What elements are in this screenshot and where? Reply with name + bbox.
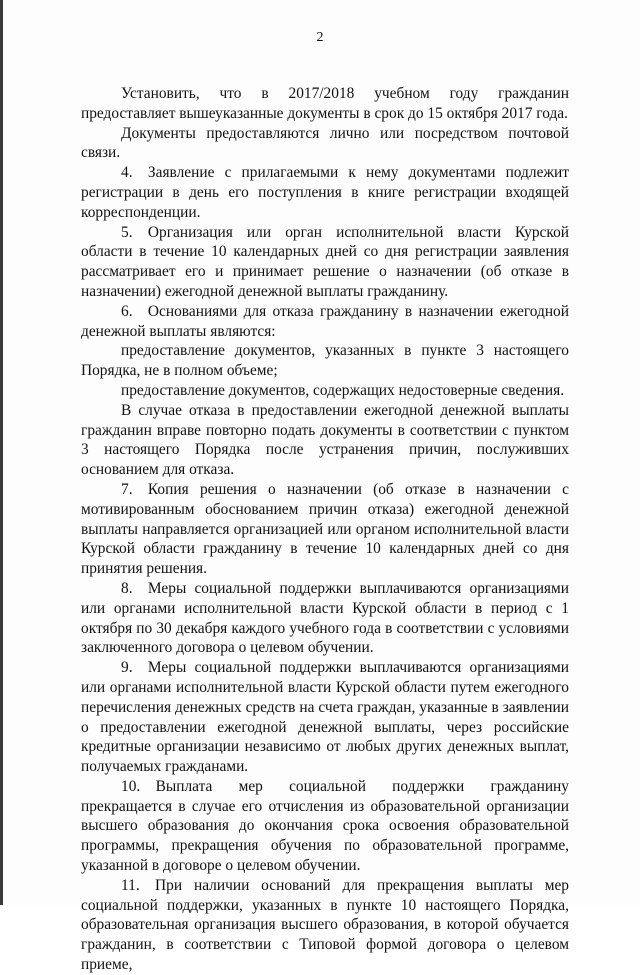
paragraph: 6. Основаниями для отказа гражданину в назначении ежегодной денежной выплаты являются:: [81, 302, 569, 340]
paragraph: 8. Меры социальной поддержки выплачиваются организациями или органами исполнительной власти Курской области в период с 1 октября по 30 декабря каждого учебного года в соответствии с условиями заключенного договора о целевом обучении.: [81, 579, 569, 657]
paragraph: Документы предоставляются лично или посредством почтовой связи.: [81, 124, 569, 162]
paragraph: 9. Меры социальной поддержки выплачиваются организациями или органами исполнительной власти Курской области путем ежегодного перечисления денежных средств на счета граждан, указанные в заявлении о предоставлении ежегодной денежной выплаты, через российские кредитные организации независимо от любых других денежных выплат, получаемых гражданами.: [81, 659, 569, 776]
paragraph: предоставление документов, указанных в пункте 3 настоящего Порядка, не в полном объеме;: [81, 342, 569, 380]
paragraph: 7. Копия решения о назначении (об отказе в назначении с мотивированным обоснованием причин отказа) ежегодной денежной выплаты направляется организацией или органом исполнительной власти Курской области гражданину в течение 10 календарных дней со дня принятия решения.: [81, 480, 569, 578]
paragraph: В случае отказа в предоставлении ежегодной денежной выплаты гражданин вправе повторно подать документы в соответствии с пунктом 3 настоящего Порядка после устранения причин, послуживших основанием для отказа.: [81, 401, 569, 479]
paragraph: 5. Организация или орган исполнительной власти Курской области в течение 10 календарных дней со дня регистрации заявления рассматривает его и принимает решение о назначении (об отказе в назначении) ежегодной денежной выплаты гражданину.: [81, 223, 569, 300]
paragraph: предоставление документов, содержащих недостоверные сведения.: [121, 381, 565, 399]
paragraph: 4. Заявление с прилагаемыми к нему документами подлежит регистрации в день его поступления в книге регистрации входящей корреспонденции.: [81, 164, 569, 221]
document-body: [81, 84, 569, 975]
page-number: 2: [316, 30, 324, 45]
paragraph: 10. Выплата мер социальной поддержки гражданину прекращается в случае его отчисления из образовательной организации высшего образования до окончания срока освоения образовательной программы, прекращения обучения по образовательной программе, указанной в договоре о целевом обучении.: [81, 777, 569, 875]
paragraph: 11. При наличии оснований для прекращения выплаты мер социальной поддержки, указанных в пункте 10 настоящего Порядка, образовательная организация высшего образования, в которой обучается гражданин, в соответствии с Типовой формой договора о целевом приеме,: [81, 876, 569, 974]
scan-left-edge: [0, 0, 3, 905]
paragraph: Установить, что в 2017/2018 учебном году гражданин предоставляет вышеуказанные документы в срок до 15 октября 2017 года.: [81, 85, 569, 122]
